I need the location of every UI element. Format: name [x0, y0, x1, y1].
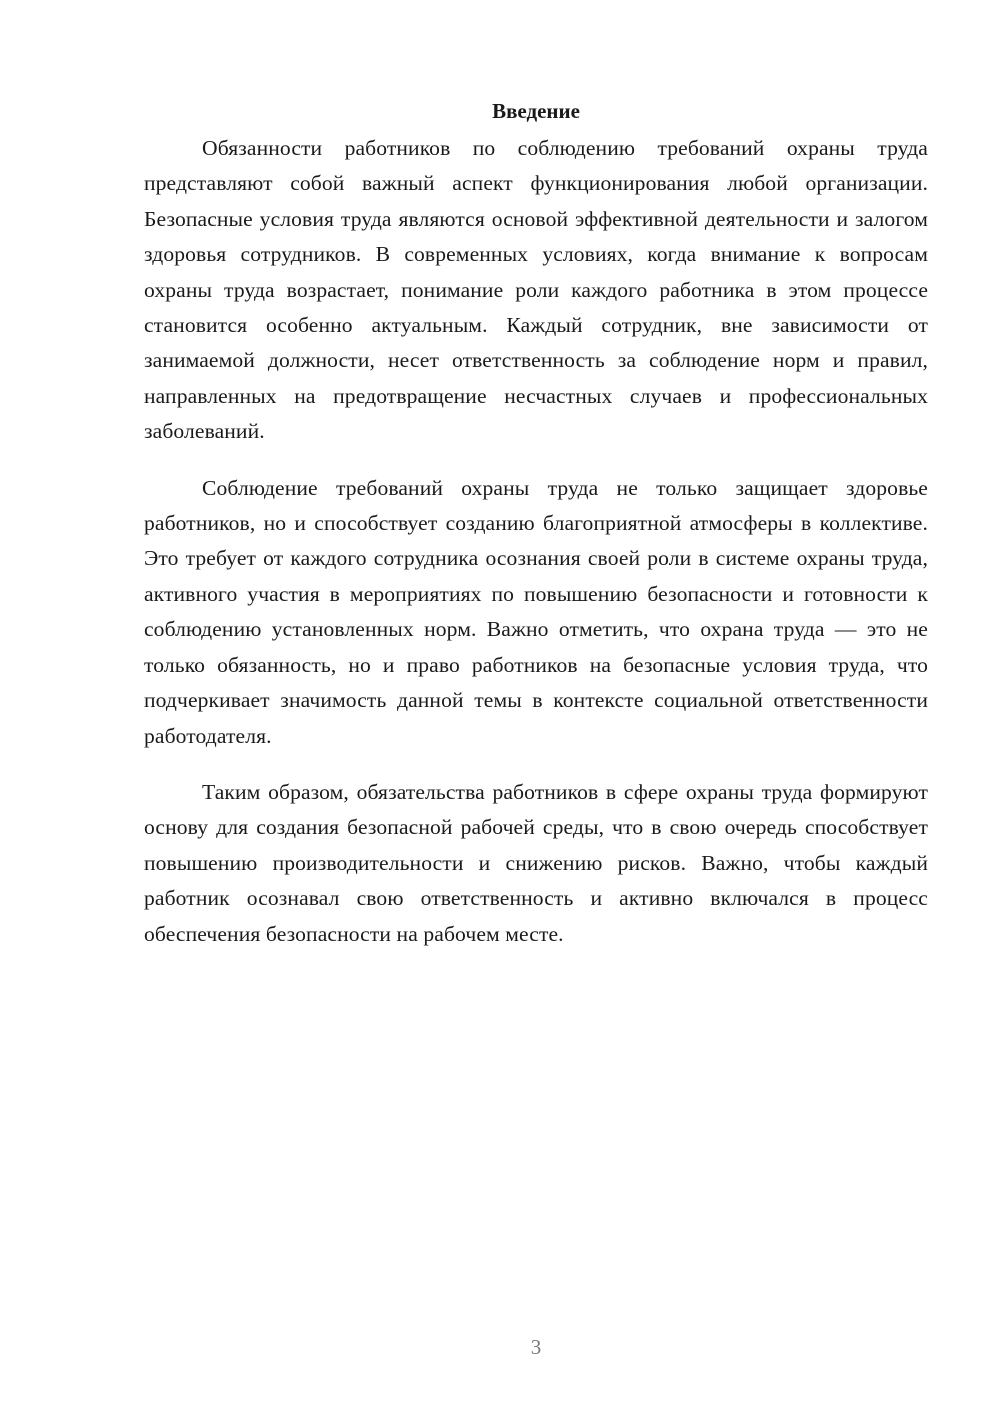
page-content	[144, 94, 928, 973]
paragraph-2: Соблюдение требований охраны труда не только защищает здоровье работников, но и способствует созданию благоприятной атмосферы в коллективе. Это требует от каждого сотрудника осознания своей роли в системе охраны труда, активного участия в мероприятиях по повышению безопасности и готовности к соблюдению установленных норм. Важно отметить, что охрана труда — это не только обязанность, но и право работников на безопасные условия труда, что подчеркивает значимость данной темы в контексте социальной ответственности работодателя.	[144, 475, 928, 748]
paragraph-3: Таким образом, обязательства работников в сфере охраны труда формируют основу для создания безопасной рабочей среды, что в свою очередь способствует повышению производительности и снижению рисков. Важно, чтобы каждый работник осознавал свою ответственность и активно включался в процесс обеспечения безопасности на рабочем месте.	[144, 779, 928, 946]
section-title: Введение	[492, 99, 580, 123]
page-number: 3	[530, 1335, 542, 1359]
paragraph-1: Обязанности работников по соблюдению требований охраны труда представляют собой важный аспект функционирования любой организации. Безопасные условия труда являются основой эффективной деятельности и залогом здоровья сотрудников. В современных условиях, когда внимание к вопросам охраны труда возрастает, понимание роли каждого работника в этом процессе становится особенно актуальным. Каждый сотрудник, вне зависимости от занимаемой должности, несет ответственность за соблюдение норм и правил, направленных на предотвращение несчастных случаев и профессиональных заболеваний.	[144, 136, 928, 444]
